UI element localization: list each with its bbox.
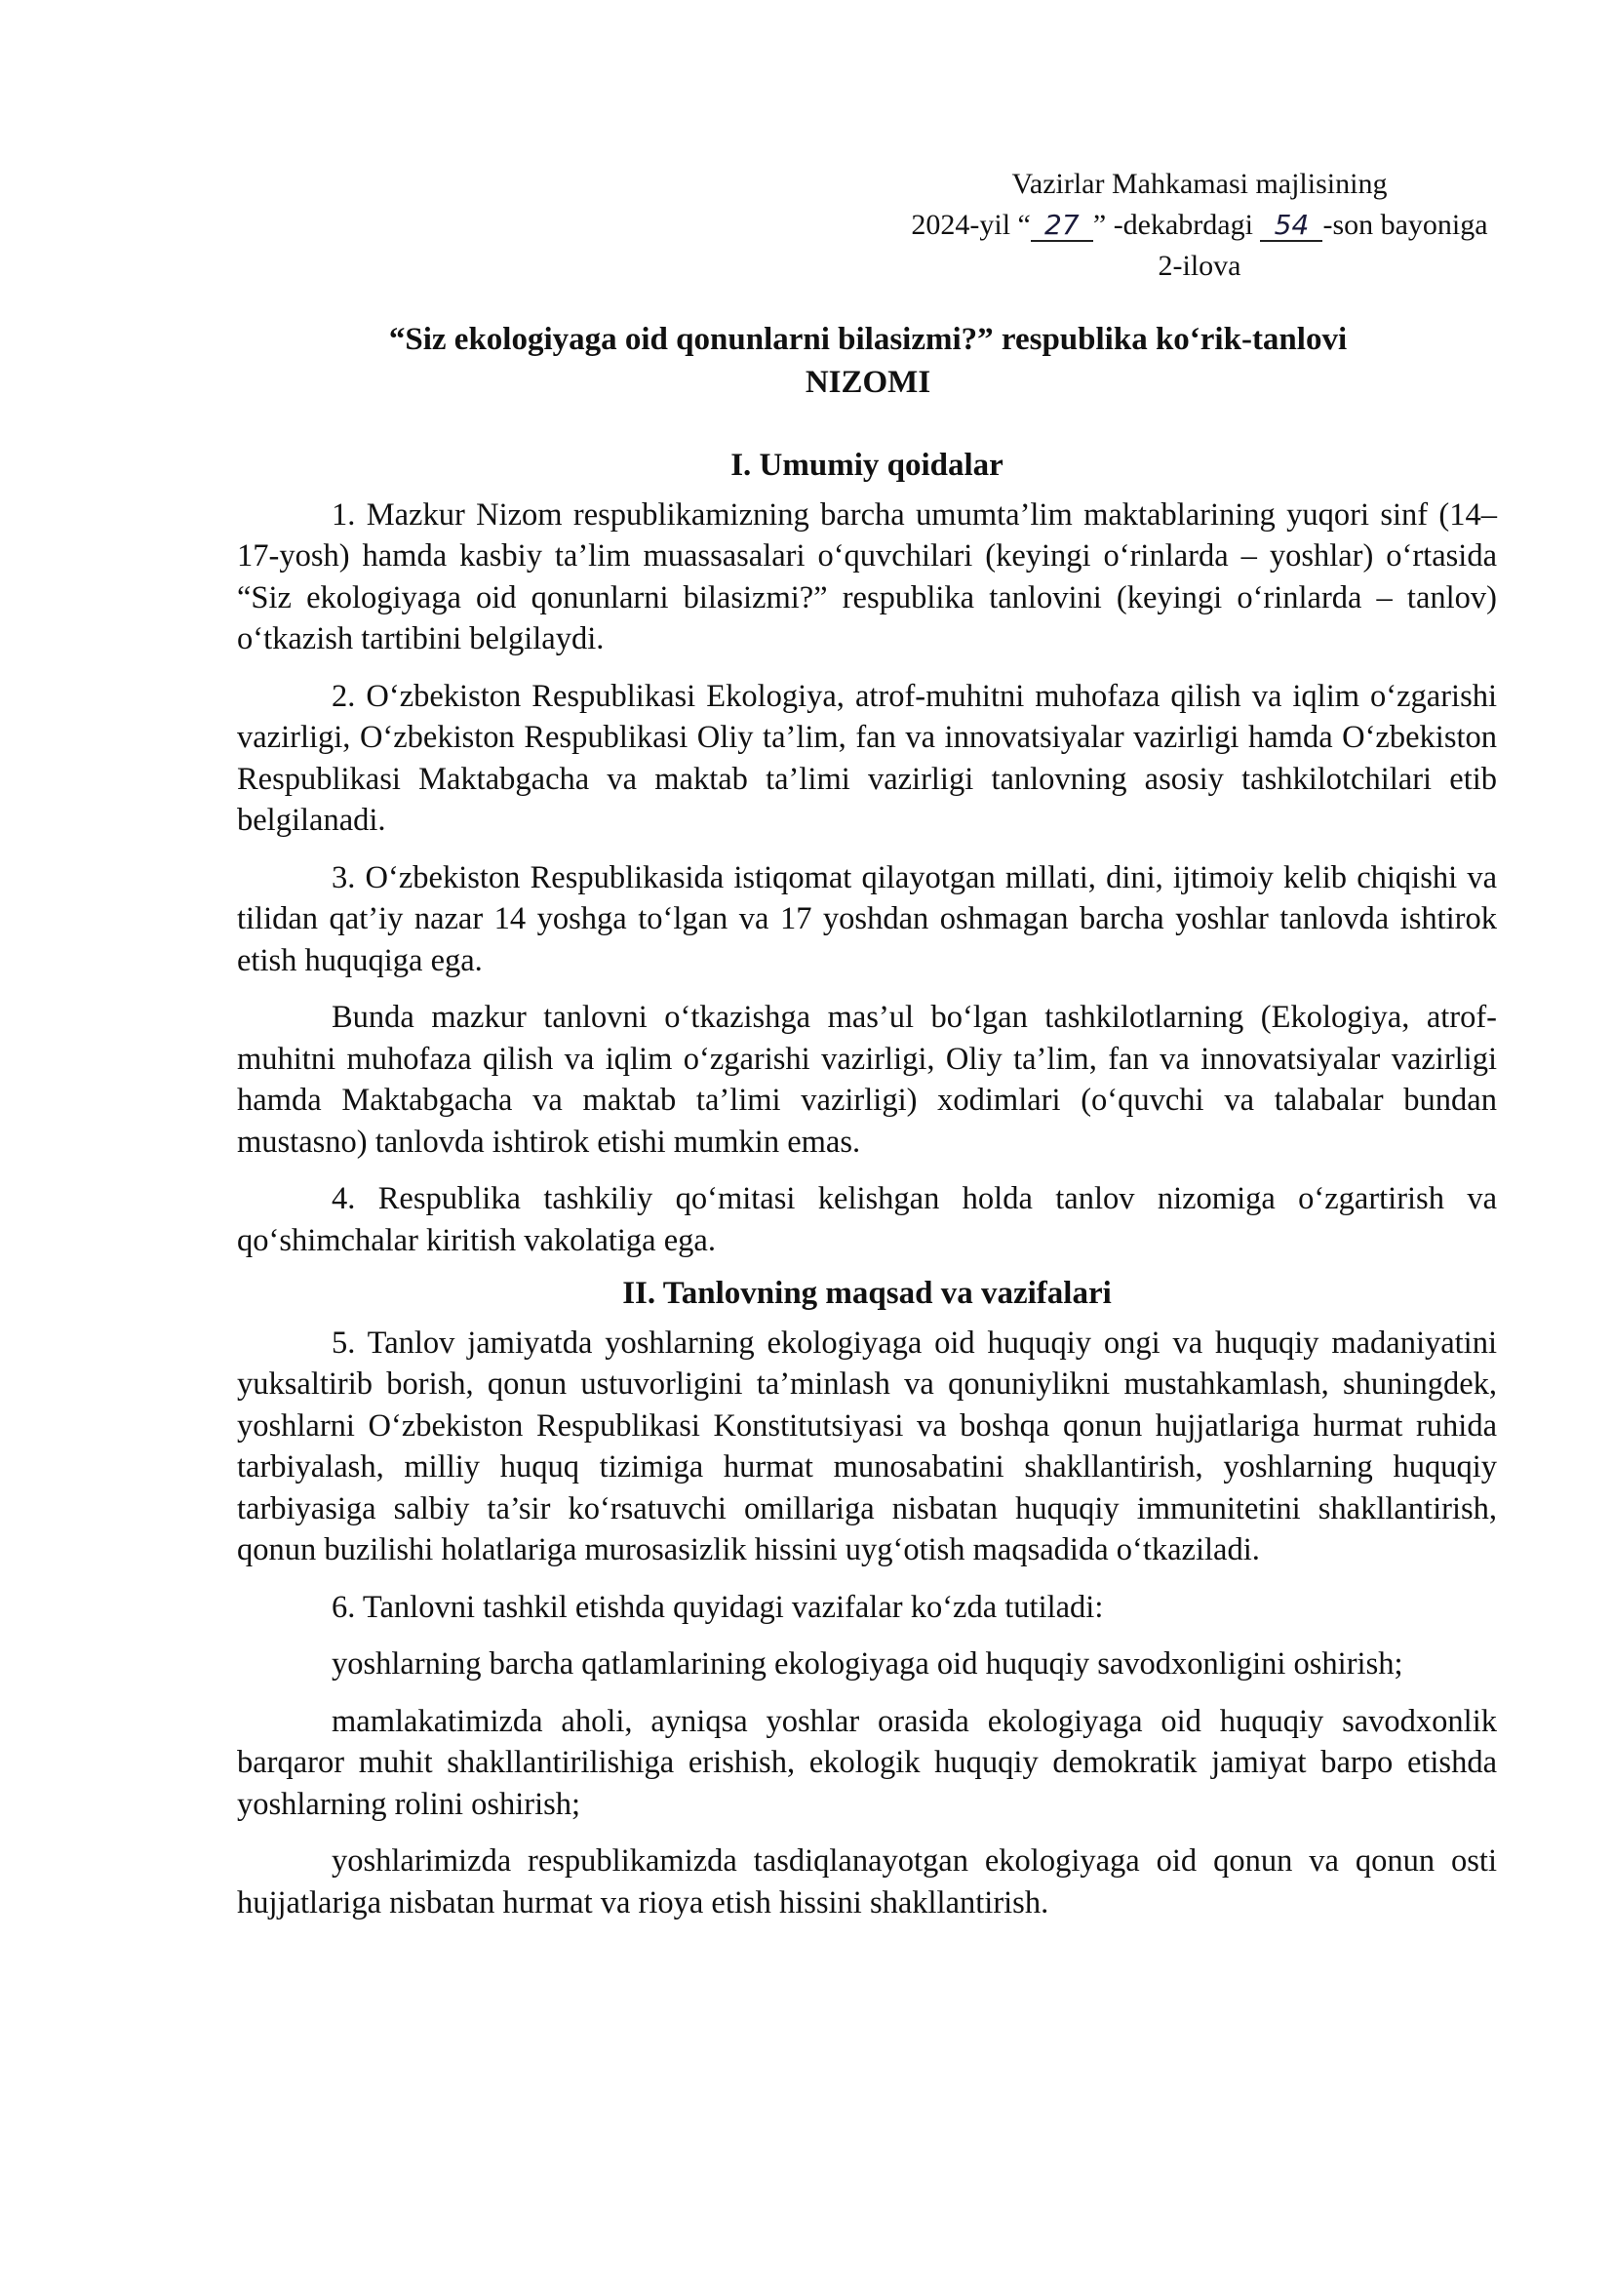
document-title: [234, 318, 1502, 404]
paragraph: 5. Tanlov jamiyatda yoshlarning ekologiyaga oid huquqiy ongi va huquqiy madaniyatini yuksaltirib borish, qonun ustuvorligini ta’minlash va qonuniylikni mustahkamlash, shuningdek, yoshlarni Oʻzbekiston Respublikasi Konstitutsiyasi va boshqa qonun hujjatlariga hurmat ruhida tarbiyalash, milliy huquq tizimiga hurmat munosabatini shakllantirish, yoshlarning huquqiy tarbiyasiga salbiy ta’sir koʻrsatuvchi omillariga nisbatan huquqiy immunitetini shakllantirish, qonun buzilishi holatlariga murosasizlik hissini uygʻotish maqsadida oʻtkaziladi.: [237, 1325, 1497, 1567]
document-body: [237, 445, 1497, 1939]
section-heading: I. Umumiy qoidalar: [730, 448, 1003, 483]
header-line-2-mid: ” -dekabrdagi: [1092, 209, 1261, 241]
paragraph: 4. Respublika tashkiliy qoʻmitasi kelishgan holda tanlov nizomiga oʻzgartirish va qoʻshimchalar kiritish vakolatiga ega.: [237, 1181, 1497, 1258]
handwritten-day: 27: [1031, 211, 1093, 242]
section-heading: II. Tanlovning maqsad va vazifalari: [622, 1276, 1112, 1311]
header-line-3: 2-ilova: [1158, 250, 1241, 282]
section-2: [237, 1273, 1497, 1923]
header-line-2-suffix: -son bayoniga: [1322, 209, 1488, 241]
paragraph: 3. Oʻzbekiston Respublikasida istiqomat qilayotgan millati, dini, ijtimoiy kelib chiqishi va tilidan qat’iy nazar 14 yoshga toʻlgan va 17 yoshdan oshmagan barcha yoshlar tanlovda ishtirok etish huquqiga ega.: [237, 859, 1497, 978]
header-line-2: [878, 205, 1521, 246]
appendix-header: [878, 164, 1521, 287]
paragraph: yoshlarning barcha qatlamlarining ekologiyaga oid huquqiy savodxonligini oshirish;: [332, 1646, 1403, 1682]
paragraph: yoshlarimizda respublikamizda tasdiqlanayotgan ekologiyaga oid qonun va qonun osti hujjatlariga nisbatan hurmat va rioya etish hissini shakllantirish.: [237, 1843, 1497, 1920]
paragraph: 6. Tanlovni tashkil etishda quyidagi vazifalar koʻzda tutiladi:: [332, 1589, 1104, 1625]
section-1: [237, 445, 1497, 1261]
paragraph: mamlakatimizda aholi, ayniqsa yoshlar orasida ekologiyaga oid huquqiy savodxonlik barqaror muhit shakllantirilishiga erishish, ekologik huquqiy demokratik jamiyat barpo etishda yoshlarning rolini oshirish;: [237, 1703, 1497, 1822]
handwritten-number: 54: [1260, 211, 1322, 242]
paragraph: 1. Mazkur Nizom respublikamizning barcha umumta’lim maktablarining yuqori sinf (14–17-yosh) hamda kasbiy ta’lim muassasalari oʻquvchilari (keyingi oʻrinlarda – yoshlar) oʻrtasida “Siz ekologiyaga oid qonunlarni bilasizmi?” respublika tanlovini (keyingi oʻrinlarda – tanlov) oʻtkazish tartibini belgilaydi.: [237, 496, 1497, 656]
paragraph: Bunda mazkur tanlovni oʻtkazishga mas’ul boʻlgan tashkilotlarning (Ekologiya, atrof-muhitni muhofaza qilish va iqlim oʻzgarishi vazirligi, Oliy ta’lim, fan va innovatsiyalar vazirligi hamda Maktabgacha va maktab ta’limi vazirligi) xodimlari (oʻquvchi va talabalar bundan mustasno) tanlovda ishtirok etishi mumkin emas.: [237, 1000, 1497, 1160]
paragraph: 2. Oʻzbekiston Respublikasi Ekologiya, atrof-muhitni muhofaza qilish va iqlim oʻzgarishi vazirligi, Oʻzbekiston Respublikasi Oliy ta’lim, fan va innovatsiyalar vazirligi hamda Oʻzbekiston Respublikasi Maktabgacha va maktab ta’limi vazirligi tanlovning asosiy tashkilotchilari etib belgilanadi.: [237, 678, 1497, 838]
header-line-1: Vazirlar Mahkamasi majlisining: [1011, 168, 1388, 200]
title-line-1: “Siz ekologiyaga oid qonunlarni bilasizmi?” respublika koʻrik-tanlovi: [388, 322, 1348, 357]
title-line-2: NIZOMI: [805, 365, 931, 400]
header-line-2-prefix: 2024-yil “: [911, 209, 1031, 241]
